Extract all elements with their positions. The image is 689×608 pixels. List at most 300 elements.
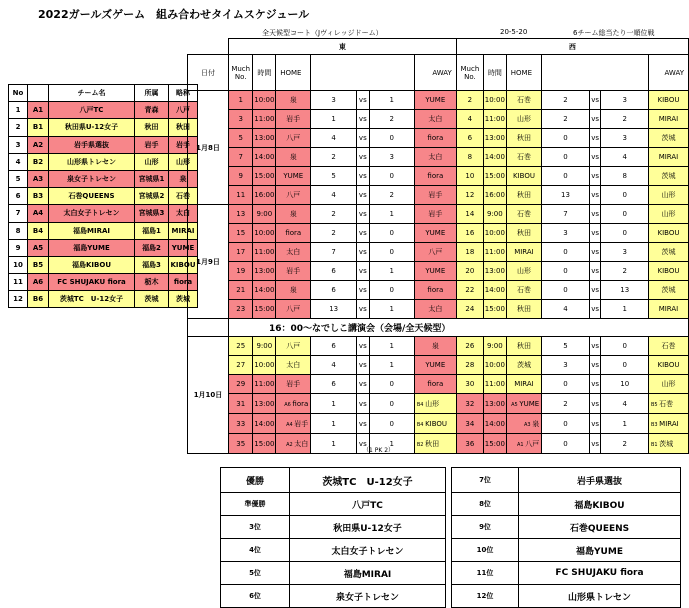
result-row: [221, 493, 446, 516]
home-team: YUME: [276, 167, 311, 186]
match-time: 9:00: [253, 337, 276, 356]
result-team: 福島MIRAI: [290, 562, 446, 585]
table-cell: [311, 55, 415, 91]
match-no: 8: [456, 148, 483, 167]
away-team: B5 石巻: [648, 394, 688, 414]
team-affiliation: 秋田: [135, 119, 169, 136]
match-no: 11: [229, 186, 253, 205]
match-time: 13:00: [253, 394, 276, 414]
vs-label: vs: [589, 167, 601, 186]
match-time: 11:00: [253, 110, 276, 129]
team-group: B3: [28, 188, 49, 205]
home-team: MIRAI: [506, 375, 541, 394]
away-score: 2: [601, 262, 649, 281]
team-no: 8: [9, 222, 28, 239]
team-group: B1: [28, 119, 49, 136]
home-score: 1: [311, 414, 357, 434]
home-team: 山形: [506, 110, 541, 129]
result-rank: 5位: [221, 562, 290, 585]
result-rank: 9位: [452, 516, 519, 539]
home-team: A3 泉: [506, 414, 541, 434]
team-no: 11: [9, 274, 28, 291]
vs-label: vs: [589, 224, 601, 243]
vs-label: vs: [357, 262, 370, 281]
match-row: [188, 434, 689, 454]
team-group: A4: [28, 205, 49, 222]
result-team: 山形県トレセン: [519, 585, 681, 608]
home-score: 0: [542, 281, 590, 300]
away-team: fiora: [414, 375, 456, 394]
away-team: KIBOU: [648, 91, 688, 110]
away-team: B2 秋田: [414, 434, 456, 454]
home-score: 3: [542, 224, 590, 243]
match-row: [188, 300, 689, 319]
home-score: 2: [311, 224, 357, 243]
team-row: [9, 170, 198, 187]
home-score: 0: [542, 262, 590, 281]
match-no: 32: [456, 394, 483, 414]
col-date: 日付: [188, 55, 229, 91]
match-no: 22: [456, 281, 483, 300]
vs-label: vs: [357, 300, 370, 319]
away-score: 0: [601, 356, 649, 375]
table-cell: [188, 39, 229, 55]
vs-label: vs: [357, 375, 370, 394]
match-time: 14:00: [483, 414, 506, 434]
schedule-table: [187, 38, 689, 454]
match-time: 10:00: [483, 224, 506, 243]
match-row: [188, 148, 689, 167]
home-score: 0: [542, 129, 590, 148]
home-team: 茨城: [506, 356, 541, 375]
team-row: [9, 119, 198, 136]
vs-label: vs: [589, 434, 601, 454]
match-row: [188, 281, 689, 300]
home-score: 4: [311, 129, 357, 148]
match-row: [188, 205, 689, 224]
col-much: Much No.: [229, 55, 253, 91]
home-score: 1: [311, 110, 357, 129]
home-score: 0: [542, 243, 590, 262]
vs-label: vs: [589, 414, 601, 434]
home-team: 岩手: [276, 262, 311, 281]
home-score: 0: [542, 414, 590, 434]
home-team: KIBOU: [506, 167, 541, 186]
home-score: 3: [542, 356, 590, 375]
home-score: 2: [311, 205, 357, 224]
away-score: 0: [601, 205, 649, 224]
match-row: [188, 167, 689, 186]
match-row: [188, 337, 689, 356]
away-team: 泉: [414, 337, 456, 356]
result-team: FC SHUJAKU fiora: [519, 562, 681, 585]
col-away: AWAY: [648, 55, 688, 91]
away-score: 3: [601, 129, 649, 148]
match-no: 15: [229, 224, 253, 243]
home-team: 石巻: [506, 205, 541, 224]
team-abbr: 秋田: [169, 119, 198, 136]
group-seed: A4: [286, 421, 295, 428]
home-score: 2: [542, 110, 590, 129]
match-no: 12: [456, 186, 483, 205]
match-no: 33: [229, 414, 253, 434]
home-score: 6: [311, 337, 357, 356]
team-abbr: 八戸: [169, 102, 198, 119]
match-no: 28: [456, 356, 483, 375]
home-score: 6: [311, 281, 357, 300]
away-score: 3: [601, 243, 649, 262]
away-score: 1: [369, 434, 414, 454]
lecture-note: 16：00～なでしこ講演会（会場/全天候型）: [229, 319, 689, 337]
home-score: 0: [542, 167, 590, 186]
team-row: [9, 274, 198, 291]
vs-label: vs: [589, 91, 601, 110]
match-time: 11:00: [483, 110, 506, 129]
home-team: A1 八戸: [506, 434, 541, 454]
result-rank: 7位: [452, 468, 519, 493]
group-seed: A6: [284, 401, 293, 408]
match-row: [188, 110, 689, 129]
away-score: 0: [369, 129, 414, 148]
team-no: 2: [9, 119, 28, 136]
match-time: 13:00: [253, 262, 276, 281]
result-row: [221, 468, 446, 493]
match-no: 21: [229, 281, 253, 300]
group-seed: A5: [511, 401, 520, 408]
team-abbr: MIRAI: [169, 222, 198, 239]
schedule-header-row: [188, 55, 689, 91]
team-row: [9, 153, 198, 170]
team-no: 10: [9, 256, 28, 273]
results-left-table: [220, 467, 446, 608]
result-row: [452, 468, 681, 493]
away-team: B4 山形: [414, 394, 456, 414]
match-row: [188, 414, 689, 434]
team-affiliation: 茨城: [135, 291, 169, 308]
home-team: 秋田: [506, 186, 541, 205]
team-header-cell: 所属: [135, 85, 169, 102]
away-team: B3 MIRAI: [648, 414, 688, 434]
home-score: 0: [542, 375, 590, 394]
col-home: HOME: [276, 55, 311, 91]
result-row: [452, 516, 681, 539]
team-row: [9, 102, 198, 119]
away-score: 2: [601, 434, 649, 454]
match-time: 14:00: [253, 148, 276, 167]
match-time: 13:00: [483, 129, 506, 148]
match-time: 9:00: [253, 205, 276, 224]
vs-label: vs: [589, 243, 601, 262]
away-score: 0: [369, 167, 414, 186]
result-row: [221, 539, 446, 562]
vs-label: vs: [589, 186, 601, 205]
home-team: 八戸: [276, 129, 311, 148]
match-row: [188, 375, 689, 394]
vs-label: vs: [589, 205, 601, 224]
pk-note: （1 PK 2）: [363, 447, 395, 454]
result-team: 泉女子トレセン: [290, 585, 446, 608]
match-no: 7: [229, 148, 253, 167]
match-no: 6: [456, 129, 483, 148]
match-date: 1月8日: [188, 91, 229, 205]
team-affiliation: 宮城県2: [135, 188, 169, 205]
group-seed: A1: [517, 441, 526, 448]
result-row: [452, 585, 681, 608]
result-rank: 準優勝: [221, 493, 290, 516]
away-team: 茨城: [648, 281, 688, 300]
team-group: A2: [28, 136, 49, 153]
result-team: 秋田県U-12女子: [290, 516, 446, 539]
match-no: 14: [456, 205, 483, 224]
team-group: B4: [28, 222, 49, 239]
team-abbr: fiora: [169, 274, 198, 291]
match-time: 15:00: [483, 167, 506, 186]
away-team: 岩手: [414, 205, 456, 224]
match-row: [188, 91, 689, 110]
match-time: 9:00: [483, 205, 506, 224]
west-court-label: 西: [456, 39, 688, 55]
team-name: 福島KIBOU: [49, 256, 135, 273]
match-time: 15:00: [253, 167, 276, 186]
home-team: A6 fiora: [276, 394, 311, 414]
home-team: 泉: [276, 281, 311, 300]
team-group: A3: [28, 170, 49, 187]
match-time: 13:00: [483, 394, 506, 414]
home-team: fiora: [276, 224, 311, 243]
match-no: 31: [229, 394, 253, 414]
away-score: 4: [601, 148, 649, 167]
team-abbr: 石巻: [169, 188, 198, 205]
home-team: A2 太白: [276, 434, 311, 454]
home-score: 7: [542, 205, 590, 224]
team-group: A6: [28, 274, 49, 291]
away-score: 0: [601, 337, 649, 356]
col-time: 時間: [253, 55, 276, 91]
match-no: 30: [456, 375, 483, 394]
vs-label: vs: [357, 281, 370, 300]
result-rank: 10位: [452, 539, 519, 562]
away-team: B4 KIBOU: [414, 414, 456, 434]
result-rank: 4位: [221, 539, 290, 562]
team-name: 福島YUME: [49, 239, 135, 256]
match-time: 15:00: [253, 434, 276, 454]
match-no: 20: [456, 262, 483, 281]
team-list-table: [8, 84, 198, 308]
match-time: 9:00: [483, 337, 506, 356]
result-row: [452, 562, 681, 585]
vs-label: vs: [589, 356, 601, 375]
away-score: 2: [601, 110, 649, 129]
home-score: 7: [311, 243, 357, 262]
vs-label: vs: [589, 110, 601, 129]
group-seed: B4: [416, 421, 426, 428]
result-row: [452, 539, 681, 562]
result-team: 福島YUME: [519, 539, 681, 562]
away-team: MIRAI: [648, 110, 688, 129]
home-team: MIRAI: [506, 243, 541, 262]
away-team: fiora: [414, 167, 456, 186]
rule-note: 6チーム総当たり一順位戦: [573, 29, 655, 37]
match-time: 10:00: [253, 356, 276, 375]
team-row: [9, 205, 198, 222]
team-abbr: 岩手: [169, 136, 198, 153]
col-time: 時間: [483, 55, 506, 91]
col-home: HOME: [506, 55, 541, 91]
match-no: 10: [456, 167, 483, 186]
team-no: 6: [9, 188, 28, 205]
date-note: 20-5-20: [500, 28, 528, 36]
team-row: [9, 188, 198, 205]
page-title: 2022ガールズゲーム 組み合わせタイムスケジュール: [38, 8, 310, 21]
match-no: 26: [456, 337, 483, 356]
away-score: 0: [369, 281, 414, 300]
team-abbr: 山形: [169, 153, 198, 170]
vs-label: vs: [357, 337, 370, 356]
away-team: 山形: [648, 205, 688, 224]
match-time: 11:00: [483, 375, 506, 394]
team-name: 山形県トレセン: [49, 153, 135, 170]
team-no: 4: [9, 153, 28, 170]
away-score: 0: [601, 224, 649, 243]
vs-label: vs: [357, 148, 370, 167]
match-row: [188, 243, 689, 262]
team-abbr: YUME: [169, 239, 198, 256]
home-score: 2: [311, 148, 357, 167]
match-time: 10:00: [483, 91, 506, 110]
away-team: 太白: [414, 148, 456, 167]
result-team: 茨城TC U-12女子: [290, 468, 446, 493]
match-date: 1月10日: [188, 337, 229, 454]
vs-label: vs: [357, 394, 370, 414]
match-no: 3: [229, 110, 253, 129]
team-name: 石巻QUEENS: [49, 188, 135, 205]
home-score: 2: [542, 394, 590, 414]
match-time: 14:00: [483, 148, 506, 167]
team-group: A1: [28, 102, 49, 119]
away-team: KIBOU: [648, 356, 688, 375]
vs-label: vs: [357, 224, 370, 243]
team-row: [9, 291, 198, 308]
match-no: 4: [456, 110, 483, 129]
away-team: 山形: [648, 375, 688, 394]
home-team: 太白: [276, 243, 311, 262]
team-header-cell: 略称: [169, 85, 198, 102]
vs-label: vs: [357, 243, 370, 262]
match-no: 5: [229, 129, 253, 148]
result-row: [452, 493, 681, 516]
away-team: YUME: [414, 262, 456, 281]
vs-label: vs: [357, 91, 370, 110]
away-score: 1: [369, 262, 414, 281]
match-row: [188, 186, 689, 205]
home-team: 八戸: [276, 337, 311, 356]
team-affiliation: 山形: [135, 153, 169, 170]
home-team: 秋田: [506, 300, 541, 319]
group-seed: A3: [524, 421, 533, 428]
away-score: 1: [369, 91, 414, 110]
team-row: [9, 239, 198, 256]
match-no: 2: [456, 91, 483, 110]
away-team: 茨城: [648, 243, 688, 262]
away-score: 3: [369, 148, 414, 167]
schedule-header-row: [188, 39, 689, 55]
home-team: 石巻: [506, 281, 541, 300]
result-rank: 優勝: [221, 468, 290, 493]
lecture-row: [188, 319, 689, 337]
match-time: 13:00: [483, 262, 506, 281]
team-row: [9, 136, 198, 153]
away-score: 0: [369, 394, 414, 414]
table-cell: [542, 55, 649, 91]
team-abbr: 太白: [169, 205, 198, 222]
team-no: 9: [9, 239, 28, 256]
away-score: 0: [369, 243, 414, 262]
team-header-cell: No: [9, 85, 28, 102]
home-team: 八戸: [276, 300, 311, 319]
result-rank: 3位: [221, 516, 290, 539]
match-no: 34: [456, 414, 483, 434]
vs-label: vs: [589, 148, 601, 167]
col-away: AWAY: [414, 55, 456, 91]
team-name: FC SHUJAKU fiora: [49, 274, 135, 291]
home-team: 岩手: [276, 110, 311, 129]
home-team: 泉: [276, 205, 311, 224]
home-score: 13: [311, 300, 357, 319]
result-rank: 8位: [452, 493, 519, 516]
result-team: 八戸TC: [290, 493, 446, 516]
team-no: 7: [9, 205, 28, 222]
match-time: 15:00: [483, 434, 506, 454]
home-team: 岩手: [276, 375, 311, 394]
match-time: 14:00: [253, 414, 276, 434]
team-affiliation: 宮城県3: [135, 205, 169, 222]
vs-label: vs: [357, 129, 370, 148]
result-row: [221, 562, 446, 585]
away-score: 0: [369, 224, 414, 243]
away-score: 3: [601, 91, 649, 110]
match-row: [188, 356, 689, 375]
match-time: 14:00: [253, 281, 276, 300]
away-score: 1: [369, 337, 414, 356]
home-score: 3: [311, 91, 357, 110]
away-team: 太白: [414, 300, 456, 319]
team-name: 八戸TC: [49, 102, 135, 119]
group-seed: B2: [416, 441, 426, 448]
home-score: 13: [542, 186, 590, 205]
group-seed: B5: [650, 401, 660, 408]
team-affiliation: 宮城県1: [135, 170, 169, 187]
result-team: 太白女子トレセン: [290, 539, 446, 562]
away-score: 1: [601, 300, 649, 319]
venue-note: 全天候型コート（Jヴィレッジドーム）: [262, 29, 383, 37]
home-team: 山形: [506, 262, 541, 281]
team-name: 茨城TC U-12女子: [49, 291, 135, 308]
home-team: 太白: [276, 356, 311, 375]
away-team: 山形: [648, 186, 688, 205]
home-team: 八戸: [276, 186, 311, 205]
match-no: 19: [229, 262, 253, 281]
match-no: 16: [456, 224, 483, 243]
vs-label: vs: [589, 129, 601, 148]
group-seed: A2: [286, 441, 295, 448]
team-no: 12: [9, 291, 28, 308]
team-name: 福島MIRAI: [49, 222, 135, 239]
match-time: 11:00: [253, 243, 276, 262]
team-group: B2: [28, 153, 49, 170]
home-score: 4: [311, 356, 357, 375]
team-abbr: 泉: [169, 170, 198, 187]
match-time: 10:00: [253, 91, 276, 110]
